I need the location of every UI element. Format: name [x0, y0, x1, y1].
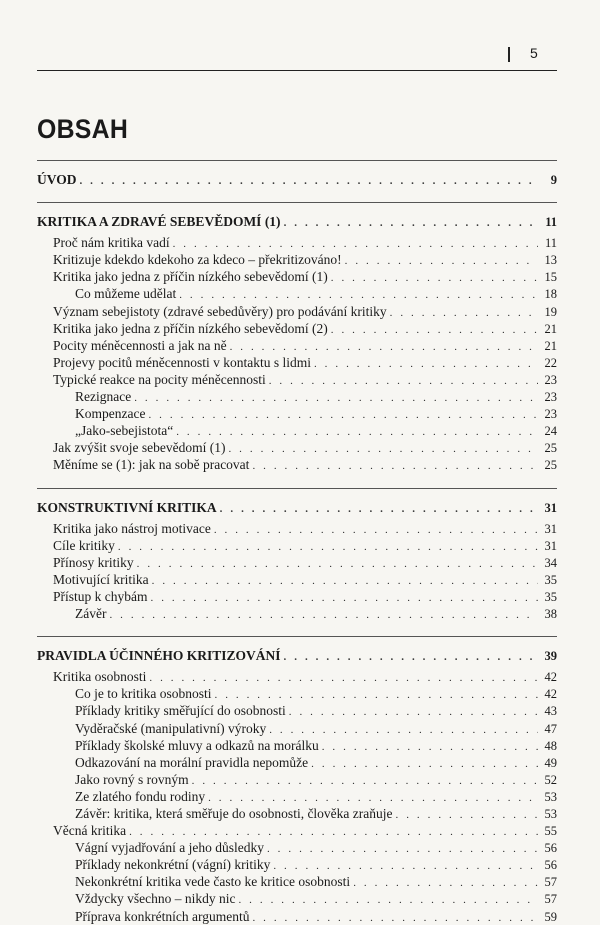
entry-page-number: 53: [544, 807, 557, 821]
toc-entry: [37, 320, 557, 337]
dot-leader: [267, 841, 538, 856]
dot-leader: [118, 539, 538, 554]
entry-page-number: 49: [544, 755, 557, 770]
toc-entry: [37, 422, 557, 439]
entry-page-number: 11: [545, 215, 557, 230]
entry-title: Kritizuje kdekdo kdekoho za kdeco – překritizováno!: [53, 252, 342, 268]
dot-leader: [109, 607, 538, 622]
dot-leader: [176, 424, 538, 439]
dot-leader: [396, 807, 538, 822]
entry-title: Proč nám kritika vadí: [53, 235, 170, 251]
toc-entry: [37, 234, 557, 251]
toc-entry: [37, 839, 557, 856]
entry-page-number: 48: [544, 738, 557, 753]
dot-leader: [269, 373, 538, 388]
entry-title: Přístup k chybám: [53, 588, 148, 604]
dot-leader: [311, 756, 538, 771]
table-of-contents: [37, 160, 557, 925]
section-heading: [37, 499, 557, 516]
dot-leader: [345, 253, 538, 268]
entry-title: Odkazování na morální pravidla nepomůže: [75, 754, 309, 770]
entry-page-number: 25: [544, 441, 557, 456]
dot-leader: [331, 322, 538, 337]
toc-entry: [37, 354, 557, 371]
toc-entry: [37, 251, 557, 268]
entry-page-number: 43: [544, 704, 557, 719]
entry-title: Vždycky všechno – nikdy nic: [75, 891, 236, 907]
dot-leader: [149, 670, 538, 685]
dot-leader: [148, 407, 538, 422]
entry-page-number: 15: [544, 270, 557, 285]
entry-title: Význam sebejistoty (zdravé sebedůvěry) pro podávání kritiky: [53, 303, 387, 319]
entry-title: PRAVIDLA ÚČINNÉHO KRITIZOVÁNÍ: [37, 648, 281, 664]
entry-title: KONSTRUKTIVNÍ KRITIKA: [37, 499, 217, 515]
toc-entry: [37, 754, 557, 771]
section-heading: [37, 171, 557, 188]
dot-leader: [273, 858, 538, 873]
toc-entry: [37, 668, 557, 685]
section-heading: [37, 213, 557, 230]
toc-entry: [37, 337, 557, 354]
page-number: 5: [530, 45, 538, 61]
toc-entry: [37, 588, 557, 605]
toc-section: [37, 488, 557, 623]
entry-page-number: 24: [544, 424, 557, 439]
entry-title: Přínosy kritiky: [53, 554, 134, 570]
entry-title: Co je to kritika osobnosti: [75, 686, 212, 702]
toc-entry: [37, 456, 557, 473]
entry-page-number: 39: [544, 649, 557, 664]
dot-leader: [353, 875, 538, 890]
entry-title: Příklady školské mluvy a odkazů na morálku: [75, 737, 319, 753]
dot-leader: [331, 270, 538, 285]
entry-page-number: 34: [544, 555, 557, 570]
dot-leader: [390, 305, 538, 320]
dot-leader: [252, 458, 538, 473]
entry-page-number: 42: [544, 670, 557, 685]
dot-leader: [252, 910, 538, 925]
dot-leader: [269, 722, 538, 737]
entry-page-number: 53: [544, 789, 557, 804]
entry-title: Rezignace: [75, 389, 132, 405]
entry-page-number: 13: [544, 253, 557, 268]
toc-entry: [37, 805, 557, 822]
entry-title: Příklady kritiky směřující do osobnosti: [75, 703, 286, 719]
entry-title: Kritika osobnosti: [53, 669, 147, 685]
dot-leader: [284, 649, 538, 664]
page-title: OBSAH: [37, 114, 129, 144]
dot-leader: [173, 236, 538, 251]
entry-page-number: 9: [550, 173, 557, 187]
toc-entry: [37, 554, 557, 571]
entry-title: Vágní vyjadřování a jeho důsledky: [75, 840, 264, 856]
toc-entry: [37, 371, 557, 388]
entry-page-number: 57: [544, 875, 557, 890]
entry-title: Příprava konkrétních argumentů: [75, 908, 250, 924]
toc-entry: [37, 520, 557, 537]
toc-entry: [37, 537, 557, 554]
entry-page-number: 31: [544, 521, 557, 536]
dot-leader: [322, 739, 538, 754]
entry-title: Jak zvýšit svoje sebevědomí (1): [53, 440, 226, 456]
toc-entry: [37, 605, 557, 622]
toc-entry: [37, 822, 557, 839]
entry-page-number: 59: [544, 909, 557, 924]
toc-entry: [37, 890, 557, 907]
entry-title: „Jako-sebejistota“: [75, 423, 174, 439]
entry-page-number: 35: [544, 589, 557, 604]
entry-page-number: 19: [544, 304, 557, 319]
entry-title: Pocity méněcennosti a jak na ně: [53, 337, 227, 353]
entry-title: Kritika jako jedna z příčin nízkého sebevědomí (1): [53, 269, 328, 285]
entry-page-number: 35: [544, 572, 557, 587]
dot-leader: [79, 173, 538, 188]
entry-title: ÚVOD: [37, 172, 77, 187]
entry-page-number: 31: [544, 538, 557, 553]
entry-page-number: 38: [544, 607, 557, 622]
toc-entry: [37, 268, 557, 285]
entry-title: Kritika jako nástroj motivace: [53, 520, 211, 536]
toc-section: [37, 636, 557, 925]
entry-title: Kritika jako jedna z příčin nízkého sebevědomí (2): [53, 320, 328, 336]
toc-entry: [37, 856, 557, 873]
toc-entry: [37, 908, 557, 925]
toc-entry: [37, 788, 557, 805]
toc-entry: [37, 737, 557, 754]
entry-title: Motivující kritika: [53, 571, 149, 587]
entry-page-number: 23: [544, 372, 557, 387]
dot-leader: [314, 356, 538, 371]
header-separator-bar: [508, 47, 510, 62]
entry-page-number: 42: [544, 687, 557, 702]
entry-title: Věcná kritika: [53, 823, 127, 839]
entry-title: Kompenzace: [75, 406, 146, 422]
entry-page-number: 55: [544, 824, 557, 839]
toc-entry: [37, 720, 557, 737]
entry-page-number: 23: [544, 390, 557, 405]
entry-page-number: 21: [544, 338, 557, 353]
entry-page-number: 11: [544, 236, 557, 251]
entry-title: Cíle kritiky: [53, 537, 115, 553]
toc-entry: [37, 388, 557, 405]
dot-leader: [230, 339, 538, 354]
dot-leader: [129, 824, 538, 839]
dot-leader: [192, 773, 538, 788]
dot-leader: [220, 501, 538, 516]
entry-title: Měníme se (1): jak na sobě pracovat: [53, 457, 250, 473]
entry-title: Závěr: kritika, která směřuje do osobnosti, člověka zraňuje: [75, 806, 393, 821]
entry-page-number: 25: [544, 458, 557, 473]
dot-leader: [152, 573, 538, 588]
dot-leader: [289, 704, 538, 719]
entry-title: KRITIKA A ZDRAVÉ SEBEVĚDOMÍ (1): [37, 214, 281, 230]
entry-page-number: 31: [544, 500, 557, 515]
entry-page-number: 56: [544, 841, 557, 856]
dot-leader: [238, 892, 538, 907]
entry-title: Ze zlatého fondu rodiny: [75, 788, 206, 804]
dot-leader: [151, 590, 539, 605]
entry-page-number: 21: [544, 321, 557, 336]
dot-leader: [137, 556, 538, 571]
entry-page-number: 23: [544, 407, 557, 422]
entry-page-number: 18: [544, 287, 557, 302]
toc-section: [37, 202, 557, 473]
entry-title: Příklady nekonkrétní (vágní) kritiky: [75, 857, 271, 873]
toc-entry: [37, 285, 557, 302]
entry-page-number: 52: [544, 772, 557, 787]
entry-title: Co můžeme udělat: [75, 286, 177, 302]
toc-entry: [37, 439, 557, 456]
entry-page-number: 56: [544, 858, 557, 873]
toc-entry: [37, 873, 557, 890]
entry-title: Závěr: [75, 606, 107, 622]
toc-entry: [37, 303, 557, 320]
dot-leader: [214, 522, 538, 537]
dot-leader: [228, 441, 538, 456]
dot-leader: [208, 790, 538, 805]
entry-title: Projevy pocitů méněcennosti v kontaktu s lidmi: [53, 354, 311, 370]
entry-page-number: 47: [544, 721, 557, 736]
entry-title: Nekonkrétní kritika vede často ke kritice osobnosti: [75, 874, 351, 890]
dot-leader: [179, 287, 538, 302]
toc-entry: [37, 405, 557, 422]
toc-entry: [37, 685, 557, 702]
toc-section: [37, 160, 557, 188]
toc-entry: [37, 571, 557, 588]
section-heading: [37, 647, 557, 664]
entry-title: Jako rovný s rovným: [75, 771, 189, 787]
toc-entry: [37, 771, 557, 788]
entry-title: Typické reakce na pocity méněcennosti: [53, 371, 266, 387]
dot-leader: [134, 390, 538, 405]
entry-page-number: 22: [544, 355, 557, 370]
toc-entry: [37, 702, 557, 719]
entry-title: Vyděračské (manipulativní) výroky: [75, 720, 267, 736]
dot-leader: [284, 215, 538, 230]
entry-page-number: 57: [544, 892, 557, 907]
header-rule: [37, 70, 557, 71]
dot-leader: [215, 687, 539, 702]
